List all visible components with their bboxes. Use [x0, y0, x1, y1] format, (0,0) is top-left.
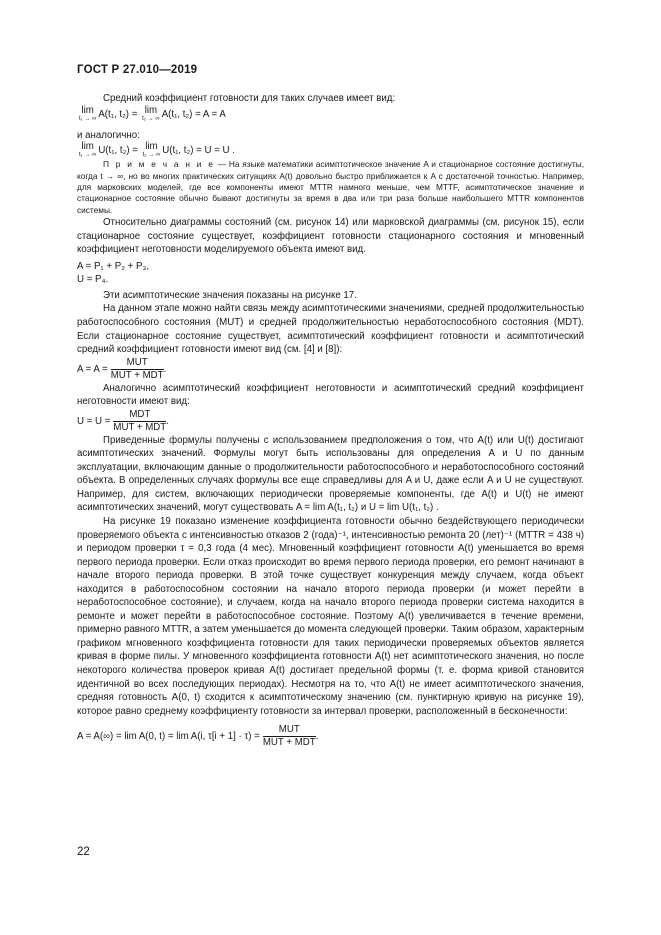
formula-U-sum: U = P₄. — [77, 274, 109, 286]
formula-limit-average: A = A(∞) = lim A(0, t) = lim A(i, τ[i + 1] · τ) = $\frac{\text{MUT}}{\text{MUT + MDT}}$ . — [77, 724, 319, 749]
note-label: П р и м е ч а н и е — [103, 159, 215, 170]
limit-operator: lim t₂ → ∞ — [142, 141, 161, 159]
limit-operator: lim t₂ → ∞ — [142, 104, 160, 122]
formula-asymptotic-availability: A = A = $\frac{\text{MUT}}{\text{MUT + MDT}}$ . — [77, 356, 167, 381]
formula-term: A = A(∞) = — [77, 731, 122, 743]
fraction: $\frac{\text{MUT}}{\text{MUT + MDT}}$ — [262, 724, 316, 749]
formula-asymptotic-unavailability: U = U = $\frac{\text{MDT}}{\text{MUT + MDT}}$ . — [77, 408, 169, 433]
paragraph-mean-availability: Средний коэффициент готовности для таких случаев имеет вид: — [103, 93, 396, 104]
formula-mean-availability — [77, 106, 584, 123]
formula-term: U = U . — [204, 145, 235, 157]
formula-term: A = A — [202, 108, 226, 120]
note-text: — На языке математики асимптотическое значение A и стационарное состояние достигнуты, когда t → ∞, но во многих практических ситуациях A(t) довольно быстро приближается к A с достаточной точностью. Например, для марковских моделей, где все компоненты имеют MTTR намного меньше, чем MTTF, асимптотическое значение и стационарное состояние обычно бывают достигнуты за время в два или три раза больше наибольшего MTTR компонентов системы. — [77, 159, 584, 215]
paragraph-similarly: и аналогично: — [77, 129, 140, 141]
formula-term: lim A(0, t) = — [124, 731, 174, 743]
formula-term: lim A(i, τ[i + 1] · τ) = — [176, 731, 260, 743]
fraction: $\frac{\text{MUT}}{\text{MUT + MDT}}$ — [110, 356, 164, 381]
formula-mean-unavailability — [77, 142, 584, 159]
standard-header: ГОСТ Р 27.010—2019 — [77, 64, 198, 76]
limit-operator: lim t₁ → ∞ — [79, 141, 97, 159]
limit-operator: lim t₁ → ∞ — [79, 104, 97, 122]
inline-formula-U: U = lim U(t₁, t₂) . — [368, 502, 439, 514]
formula-term: A = A = — [77, 363, 108, 375]
document-body — [77, 92, 584, 749]
paragraph-figure-17: Эти асимптотические значения показаны на рисунке 17. — [103, 289, 357, 301]
formula-term: A(t₁, t₂) = — [161, 108, 201, 120]
formula-term: U(t₁, t₂) = — [98, 145, 138, 157]
paragraph-figure-19: На рисунке 19 показано изменение коэффициента готовности обычно бездействующего периодически проверяемого объекта с интенсивностью отказов 2 (года)⁻¹, интенсивностью ремонта 20 (лет)⁻¹ (MTTR = 438 ч) и периодом проверки τ = 0,3 года (4 мес). Мгновенный коэффициент готовности A(t) уменьшается во время первого периода проверки. Если отказ происходит во время первого периода проверки, его ремонт начинают в начале второго периода проверки. В этой точке существует конкуренция между случаем, когда объект находится в работоспособном состоянии на начало второго периода проверки (и может перейти в неработоспособное состояние), и случаем, когда на начало второго периода проверки система находится в ремонте и может перейти в работоспособное состояние. Поэтому A(t) увеличивается в течение времени, примерно равного MTTR, а затем уменьшается до момента следующей проверки. Таким образом, характерным графиком мгновенного коэффициента готовности для таких периодически проверяемых объектов является кривая в форме пилы. У мгновенного коэффициента готовности A(t) нет асимптотического значения, но после некоторого количества проверок кривая A(t) достигает предельной формы (т. е. форма кривой становится идентичной во всех последующих периодах). Несмотря на то, что A(t) не имеет асимптотического значения, средняя готовность A(0, t) сходится к асимптотическому значению (см. пунктирную кривую на рисунке 19), которое равно среднему коэффициенту готовности за интервал проверки, расположенный в бесконечности: — [77, 515, 584, 717]
formula-term: U = U = — [77, 415, 111, 427]
formula-A-sum: A = P₁ + P₂ + P₃, — [77, 260, 150, 272]
paragraph-mut-mdt: На данном этапе можно найти связь между асимптотическими значениями, средней продолжительностью работоспособного состояния (MUT) и средней продолжительностью неработоспособного состояния (MDT). Если стационарное состояние существует, асимптотический коэффициент готовности и асимптотический средний коэффициент готовности имеют вид (см. [4] и [8]): — [77, 303, 584, 356]
formula-term: U(t₁, t₂) = — [162, 145, 202, 157]
paragraph-assumptions: Приведенные формулы получены с использованием предположения о том, что A(t) или U(t) достигают асимптотических значений. Формулы могут быть использованы для определения A и U по данным эксплуатации, включающим данные о продолжительности работоспособного и неработоспособного состояний объекта. В определенных случаях формулы все еще справедливы для A и U, даже если A и U не существуют. Например, для систем, включающих периодически проверяемые компоненты, где A(t) и U(t) не имеют асимптотических значений, могут существовать A = lim A(t₁, t₂) и U = lim U(t₁, t₂) . — [77, 434, 584, 514]
paragraph-unavailability: Аналогично асимптотический коэффициент неготовности и асимптотический средний коэффициент неготовности имеют вид: — [77, 382, 584, 408]
paragraph-state-diagram: Относительно диаграммы состояний (см. рисунок 14) или марковской диаграммы (см. рисунок 15), если стационарное состояние существует, коэффициент готовности стационарного состояния и мгновенный коэффициент неготовности моделируемого объекта имеют вид. — [77, 217, 584, 256]
inline-formula-A: A = lim A(t₁, t₂) — [295, 502, 359, 514]
formula-term: A(t₁, t₂) = — [98, 108, 138, 120]
fraction: $\frac{\text{MDT}}{\text{MUT + MDT}}$ — [113, 408, 167, 433]
page-number: 22 — [77, 846, 90, 858]
note-block — [77, 159, 584, 216]
